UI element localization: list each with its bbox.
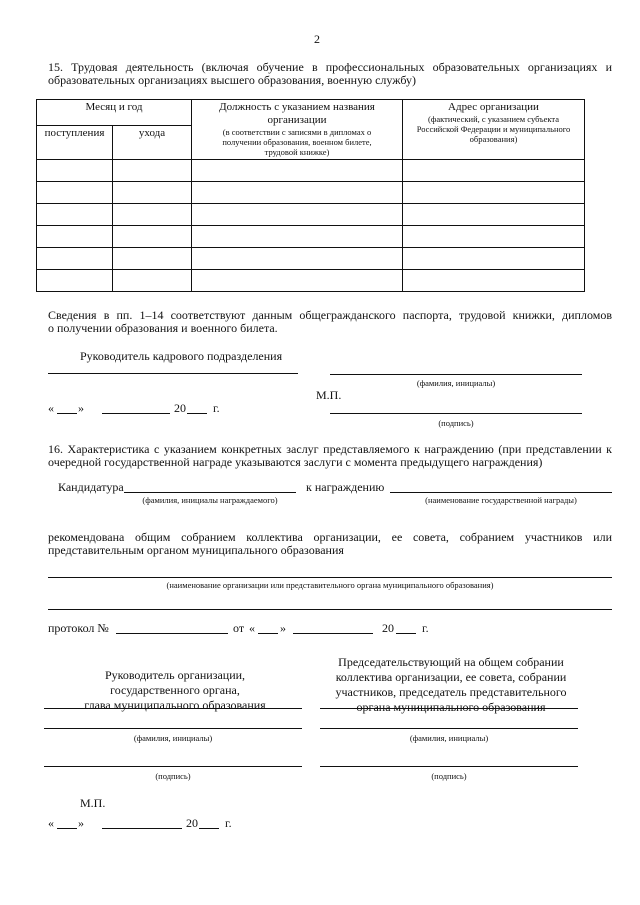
section-15-line-2: образовательных организациях высшего образования, военную службу) (48, 73, 417, 87)
table-row (37, 248, 585, 270)
cell-address[interactable] (403, 248, 585, 270)
recommended-line-1: рекомендована общим собранием коллектива организации, ее совета, собранием участников или (48, 530, 612, 544)
table-row (37, 160, 585, 182)
protocol-day-line[interactable] (258, 633, 278, 634)
right-name-line[interactable] (320, 728, 578, 729)
award-name-caption: (наименование государственной награды) (425, 495, 577, 505)
cell-exit[interactable] (113, 160, 192, 182)
protocol-month-line[interactable] (293, 633, 373, 634)
protocol-label: протокол № (48, 621, 109, 635)
cell-position[interactable] (192, 160, 403, 182)
cell-exit[interactable] (113, 204, 192, 226)
right-name-caption: (фамилия, инициалы) (409, 733, 489, 743)
hr-head-signature-line[interactable] (48, 373, 298, 374)
hr-signature-caption: (подпись) (438, 418, 474, 428)
candidate-name-line[interactable] (124, 492, 296, 493)
award-name-line[interactable] (390, 492, 612, 493)
hr-signature-line[interactable] (330, 413, 582, 414)
section-15-line-1: 15. Трудовая деятельность (включая обучение в профессиональных образовательных организациях и (48, 60, 612, 74)
table-row (37, 204, 585, 226)
protocol-number-line[interactable] (116, 633, 228, 634)
final-date-day-line[interactable] (57, 828, 77, 829)
left-name-caption: (фамилия, инициалы) (133, 733, 213, 743)
work-history-table (36, 99, 585, 292)
recommended-line-2: представительным органом муниципального образования (48, 543, 344, 557)
cell-exit[interactable] (113, 182, 192, 204)
table-row (37, 226, 585, 248)
left-name-line[interactable] (44, 728, 302, 729)
left-signatory-title: Руководитель организации, государственного органа, глава муниципального образования (84, 668, 266, 712)
table-row (37, 270, 585, 292)
final-date-month-line[interactable] (102, 828, 182, 829)
cell-position[interactable] (192, 226, 403, 248)
cell-position[interactable] (192, 204, 403, 226)
cell-entry[interactable] (37, 270, 113, 292)
cell-entry[interactable] (37, 226, 113, 248)
candidacy-label: Кандидатура (58, 480, 124, 494)
header-month-year: Месяц и год (37, 100, 192, 126)
right-signature-caption: (подпись) (431, 771, 467, 781)
cell-exit[interactable] (113, 226, 192, 248)
header-position: Должность с указанием названия организации (в соответствии с записями в дипломах о получении образования, военном билете, трудовой книжке) (192, 100, 403, 160)
cell-position[interactable] (192, 182, 403, 204)
cell-entry[interactable] (37, 160, 113, 182)
confirmation-line-2: о получении образования и военного билета. (48, 321, 278, 335)
cell-address[interactable] (403, 270, 585, 292)
cell-entry[interactable] (37, 204, 113, 226)
hr-name-line[interactable] (330, 374, 582, 375)
header-exit: ухода (113, 126, 192, 160)
section-16-line-2: очередной государственной награде указываются заслуги с момента предыдущего награждения) (48, 455, 543, 469)
left-signature-line[interactable] (44, 766, 302, 767)
left-signature-caption: (подпись) (155, 771, 191, 781)
final-stamp-label: М.П. (80, 796, 106, 810)
hr-head-label: Руководитель кадрового подразделения (80, 349, 283, 363)
hr-name-caption: (фамилия, инициалы) (416, 378, 496, 388)
right-signature-line[interactable] (320, 766, 578, 767)
table-row (37, 182, 585, 204)
cell-address[interactable] (403, 204, 585, 226)
cell-address[interactable] (403, 160, 585, 182)
hr-date-month-line[interactable] (102, 413, 170, 414)
hr-date-day-line[interactable] (57, 413, 77, 414)
confirmation-line-1: Сведения в пп. 1–14 соответствуют данным общегражданского паспорта, трудовой книжки, дипломов (48, 308, 612, 322)
right-title-underline (320, 708, 578, 709)
header-entry: поступления (37, 126, 113, 160)
candidate-name-caption: (фамилия, инициалы награждаемого) (142, 495, 278, 505)
page-number: 2 (314, 32, 320, 46)
header-address: Адрес организации (фактический, с указанием субъекта Российской Федерации и муниципального образования) (403, 100, 585, 160)
hr-date-year-line[interactable] (187, 413, 207, 414)
cell-position[interactable] (192, 270, 403, 292)
cell-position[interactable] (192, 248, 403, 270)
to-award-label: к награждению (306, 480, 385, 494)
cell-exit[interactable] (113, 270, 192, 292)
organization-name-line-2[interactable] (48, 609, 612, 610)
right-signatory-title: Председательствующий на общем собрании коллектива организации, ее совета, собрании участников, председатель представительного органа муниципального образования (335, 655, 567, 714)
cell-entry[interactable] (37, 182, 113, 204)
organization-name-line[interactable] (48, 577, 612, 578)
cell-entry[interactable] (37, 248, 113, 270)
cell-address[interactable] (403, 182, 585, 204)
protocol-year-line[interactable] (396, 633, 416, 634)
section-16-line-1: 16. Характеристика с указанием конкретных заслуг представляемого к награждению (при представлении к (48, 442, 612, 456)
left-title-underline (44, 708, 302, 709)
hr-stamp-label: М.П. (316, 388, 342, 402)
organization-name-caption: (наименование организации или представительного органа муниципального образования) (166, 580, 494, 590)
cell-exit[interactable] (113, 248, 192, 270)
cell-address[interactable] (403, 226, 585, 248)
final-date-year-line[interactable] (199, 828, 219, 829)
